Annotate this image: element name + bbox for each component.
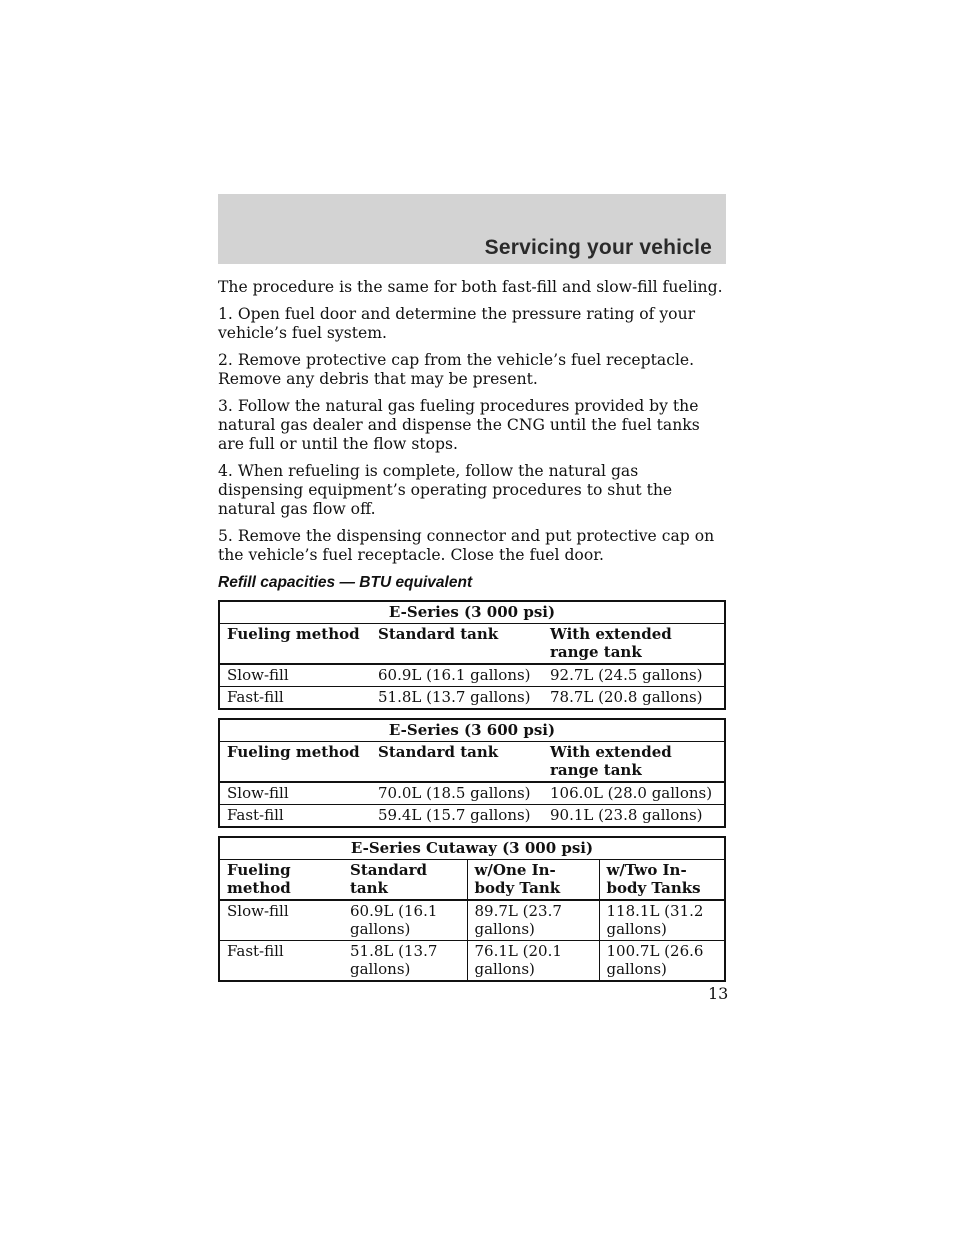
column-header: w/One In-body Tank: [467, 860, 599, 901]
table-cell: 90.1L (23.8 gallons): [543, 805, 725, 828]
column-header: Fueling method: [219, 742, 371, 783]
page-content: [218, 278, 726, 990]
page-number: 13: [708, 984, 729, 1003]
column-header: Standard tank: [371, 742, 543, 783]
section-title: Servicing your vehicle: [484, 236, 712, 259]
step-4: 4. When refueling is complete, follow the natural gas dispensing equipment’s operating procedures to shut the natural gas flow off.: [218, 462, 673, 518]
column-header: Fueling method: [219, 860, 343, 901]
table-cell: Slow-fill: [219, 664, 371, 687]
table-cell: Fast-fill: [219, 805, 371, 828]
refill-capacities-heading: Refill capacities — BTU equivalent: [218, 574, 473, 591]
column-header: Standard tank: [343, 860, 467, 901]
table-cell: 100.7L (26.6 gallons): [599, 941, 725, 982]
column-header: w/Two In-body Tanks: [599, 860, 725, 901]
table-title: E-Series Cutaway (3 000 psi): [219, 837, 725, 860]
table-row: [219, 687, 725, 710]
table-cell: Slow-fill: [219, 782, 371, 805]
column-header: Standard tank: [371, 624, 543, 665]
table-cell: 60.9L (16.1 gallons): [343, 900, 467, 941]
table-row: [219, 664, 725, 687]
table-title: E-Series (3 600 psi): [219, 719, 725, 742]
table-cell: 51.8L (13.7 gallons): [371, 687, 543, 710]
table-cell: 78.7L (20.8 gallons): [543, 687, 725, 710]
table-title: E-Series (3 000 psi): [219, 601, 725, 624]
table-row: [219, 941, 725, 982]
table-cell: Fast-fill: [219, 687, 371, 710]
capacity-table-e-series-3000: [218, 600, 726, 710]
step-3: 3. Follow the natural gas fueling procedures provided by the natural gas dealer and dispense the CNG until the fuel tanks are full or until the flow stops.: [218, 397, 700, 453]
table-cell: 60.9L (16.1 gallons): [371, 664, 543, 687]
table-cell: 70.0L (18.5 gallons): [371, 782, 543, 805]
table-cell: 59.4L (15.7 gallons): [371, 805, 543, 828]
column-header: With extended range tank: [543, 742, 725, 783]
table-cell: 118.1L (31.2 gallons): [599, 900, 725, 941]
table-cell: 51.8L (13.7 gallons): [343, 941, 467, 982]
column-header: With extended range tank: [543, 624, 725, 665]
step-5: 5. Remove the dispensing connector and put protective cap on the vehicle’s fuel receptacle. Close the fuel door.: [218, 527, 715, 564]
section-header-band: [218, 194, 726, 264]
table-cell: Fast-fill: [219, 941, 343, 982]
table-row: [219, 900, 725, 941]
capacity-table-e-series-cutaway: [218, 836, 726, 982]
table-cell: 106.0L (28.0 gallons): [543, 782, 725, 805]
table-cell: 92.7L (24.5 gallons): [543, 664, 725, 687]
intro-paragraph: The procedure is the same for both fast-fill and slow-fill fueling.: [218, 278, 723, 296]
table-row: [219, 805, 725, 828]
table-cell: 76.1L (20.1 gallons): [467, 941, 599, 982]
step-2: 2. Remove protective cap from the vehicle’s fuel receptacle. Remove any debris that may be present.: [218, 351, 695, 388]
column-header: Fueling method: [219, 624, 371, 665]
table-cell: Slow-fill: [219, 900, 343, 941]
step-1: 1. Open fuel door and determine the pressure rating of your vehicle’s fuel system.: [218, 305, 696, 342]
table-row: [219, 782, 725, 805]
capacity-table-e-series-3600: [218, 718, 726, 828]
table-cell: 89.7L (23.7 gallons): [467, 900, 599, 941]
